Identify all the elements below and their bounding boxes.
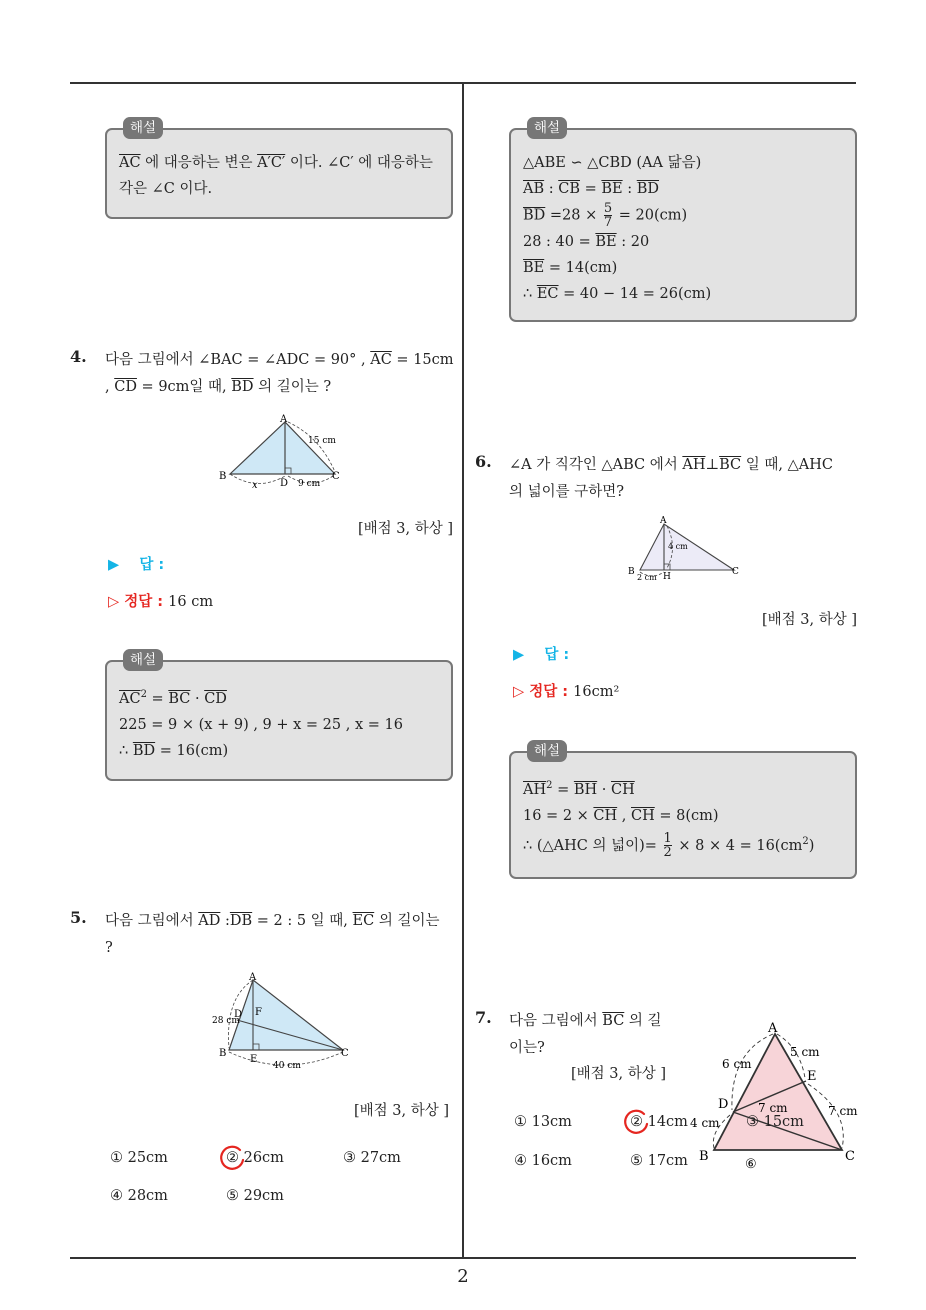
q6-number: 6.	[475, 452, 492, 471]
q5-solution-line-1: △ABE ∽ △CBD (AA 닮음)	[523, 155, 702, 171]
q6-solution-line-2: $16 = 2 \times \overline{CH}$ , $\overline{CH} = 8(cm)$	[523, 807, 719, 824]
q6-label-ah: 4 cm	[668, 542, 688, 551]
page-number: 2	[457, 1266, 469, 1287]
q7-choice-5[interactable]: ⑤ 17cm	[630, 1153, 688, 1169]
q4-number: 4.	[70, 347, 87, 366]
q5-solution-line-6: ∴ $\overline{EC} = 40 - 14 = 26(cm)$	[523, 286, 712, 302]
q4-solution-box	[105, 652, 453, 781]
q5-solution-box	[509, 120, 857, 322]
q7-choice-2[interactable]: ② 14cm	[630, 1114, 688, 1130]
q6-answer-label: 답 :	[544, 647, 570, 663]
solution-tag: 해설	[123, 117, 163, 139]
q7-label-extra: ⑥	[745, 1157, 757, 1172]
q7-label-E: E	[807, 1069, 817, 1084]
q7-score: [배점 3, 하상 ]	[571, 1066, 667, 1082]
q7-label-ae: 5 cm	[790, 1045, 820, 1059]
q5-text: 다음 그림에서 $\overline{AD}$ $:\overline{DB} = 2$ : 5 일 때, $\overline{EC}$ 의 길이는 ?	[105, 913, 440, 956]
q6-correct-label: 정답 :	[529, 684, 569, 700]
q7-triangle	[714, 1034, 842, 1150]
q5-score: [배점 3, 하상 ]	[353, 1103, 449, 1119]
q4-label-D: D	[280, 478, 289, 489]
q5-choice-3[interactable]: ③ 27cm	[343, 1150, 401, 1166]
q7-label-A: A	[768, 1021, 778, 1036]
q4-answer-row	[108, 553, 164, 574]
q6-label-A: A	[660, 516, 667, 526]
q5-solution-line-2: $\overline{AB}$ : $\overline{CB} = \overline{BE}$ : $\overline{BD}$	[523, 181, 660, 197]
q5-choice-5[interactable]: ⑤ 29cm	[226, 1188, 284, 1204]
q6-label-B: B	[628, 567, 635, 577]
q7-label-db: 4 cm	[690, 1116, 720, 1130]
q4-label-ac: 15 cm	[308, 436, 336, 446]
q5-choice-4[interactable]: ④ 28cm	[110, 1188, 168, 1204]
q4-label-dc: 9 cm	[298, 479, 321, 489]
q4-label-B: B	[219, 471, 227, 482]
q5-choice-1[interactable]: ① 25cm	[110, 1150, 168, 1166]
q5-figure	[205, 968, 355, 1076]
q7-label-C: C	[845, 1149, 855, 1164]
q5-label-B: B	[219, 1048, 227, 1059]
q5-label-D: D	[234, 1009, 243, 1020]
q6-solution-box	[509, 743, 857, 879]
q4-solution-line-2: 225 = 9 × (x + 9) , 9 + x = 25 , x = 16	[119, 716, 403, 733]
q4-label-C: C	[332, 471, 340, 482]
q4-correct-value: 16 cm	[168, 594, 214, 610]
q5-label-bc: 40 cm	[273, 1061, 301, 1071]
q6-label-C: C	[732, 567, 739, 577]
q7-choice-1[interactable]: ① 13cm	[514, 1114, 572, 1130]
q3-solution-box	[105, 120, 453, 219]
q3-solution-line-1: $\overline{AC}$ 에 대응하는 변은 A′C′ 이다. ∠C′ 에 대응하는	[119, 155, 433, 171]
q5-triangle	[229, 980, 343, 1050]
q6-label-bh: 2 cm	[637, 573, 657, 582]
q5-choice-2[interactable]: ② 26cm	[226, 1150, 284, 1166]
q6-correct-row	[513, 680, 619, 701]
q6-figure	[622, 512, 747, 584]
q4-label-A: A	[280, 414, 288, 425]
q6-answer-row	[513, 643, 569, 664]
q5-label-A: A	[249, 972, 257, 983]
q7-label-de: 7 cm	[758, 1101, 788, 1115]
q4-triangle	[230, 422, 335, 474]
q5-solution-line-4: 28 : $40 = \overline{BE}$ : 20	[523, 234, 650, 250]
correct-arrow-icon: ▷	[108, 594, 120, 610]
q4-answer-label: 답 :	[139, 557, 165, 573]
correct-arrow-icon: ▷	[513, 684, 525, 700]
q5-label-E: E	[250, 1054, 258, 1065]
column-divider	[462, 84, 464, 1259]
q6-label-H: H	[663, 572, 671, 582]
q4-label-x: x	[252, 480, 258, 491]
q7-choice-3[interactable]: ③ 15cm	[746, 1114, 804, 1130]
q4-text: 다음 그림에서 ∠BAC = ∠ADC = 90° , $\overline{AC} = 15cm$ , $\overline{CD} = 9cm$일 때, $\overline{BD}$ 의 길이는 ?	[105, 352, 454, 395]
q6-score: [배점 3, 하상 ]	[761, 612, 857, 628]
q4-solution-line-1: $\overline{AC}^2 = \overline{BC} \cdot \overline{CD}$	[119, 689, 227, 707]
q5-label-ab: 28 cm	[212, 1016, 240, 1026]
q7-label-ad: 6 cm	[722, 1057, 752, 1071]
q6-text: ∠A 가 직각인 △ABC 에서 $\overline{AH}\perp\overline{BC}$ 일 때, △AHC 의 넓이를 구하면?	[509, 457, 833, 500]
q5-label-C: C	[341, 1048, 349, 1059]
q6-solution-line-3: ∴ (△AHC 의 넓이)= $\frac{1}{2}$ × $8 \times 4 = 16(cm^2)$	[523, 831, 815, 861]
q6-solution-line-1: $\overline{AH}^2 = \overline{BH} \cdot \overline{CH}$	[523, 780, 635, 798]
q4-correct-row	[108, 590, 213, 611]
q4-figure	[212, 412, 352, 494]
bottom-rule	[70, 1257, 856, 1259]
q5-answer-circle-icon	[218, 1144, 248, 1174]
q7-figure	[690, 1012, 865, 1172]
q7-label-ec: 7 cm	[828, 1104, 858, 1118]
q7-choice-4[interactable]: ④ 16cm	[514, 1153, 572, 1169]
q6-correct-value: 16cm²	[573, 684, 620, 700]
q3-solution-line-2: 각은 ∠C 이다.	[119, 181, 213, 197]
solution-tag: 해설	[527, 740, 567, 762]
q7-text: 다음 그림에서 $\overline{BC}$ 의 길 이는?	[509, 1013, 662, 1056]
answer-arrow-icon: ▶	[513, 647, 525, 663]
q5-number: 5.	[70, 908, 87, 927]
q4-correct-label: 정답 :	[124, 594, 164, 610]
q7-answer-circle-icon	[622, 1108, 652, 1138]
answer-arrow-icon: ▶	[108, 557, 120, 573]
q4-score: [배점 3, 하상 ]	[357, 521, 453, 537]
q5-solution-line-5: $\overline{BE} = 14(cm)$	[523, 260, 618, 276]
q7-label-D: D	[718, 1097, 729, 1112]
solution-tag: 해설	[123, 649, 163, 671]
q7-number: 7.	[475, 1008, 492, 1027]
solution-tag: 해설	[527, 117, 567, 139]
q5-solution-line-3: $\overline{BD} =28$ × $\frac{5}{7}$ = 20(cm)	[523, 201, 688, 230]
q4-solution-line-3: ∴ $\overline{BD} = 16(cm)$	[119, 742, 229, 759]
q5-label-F: F	[255, 1007, 262, 1018]
q7-label-B: B	[699, 1149, 709, 1164]
